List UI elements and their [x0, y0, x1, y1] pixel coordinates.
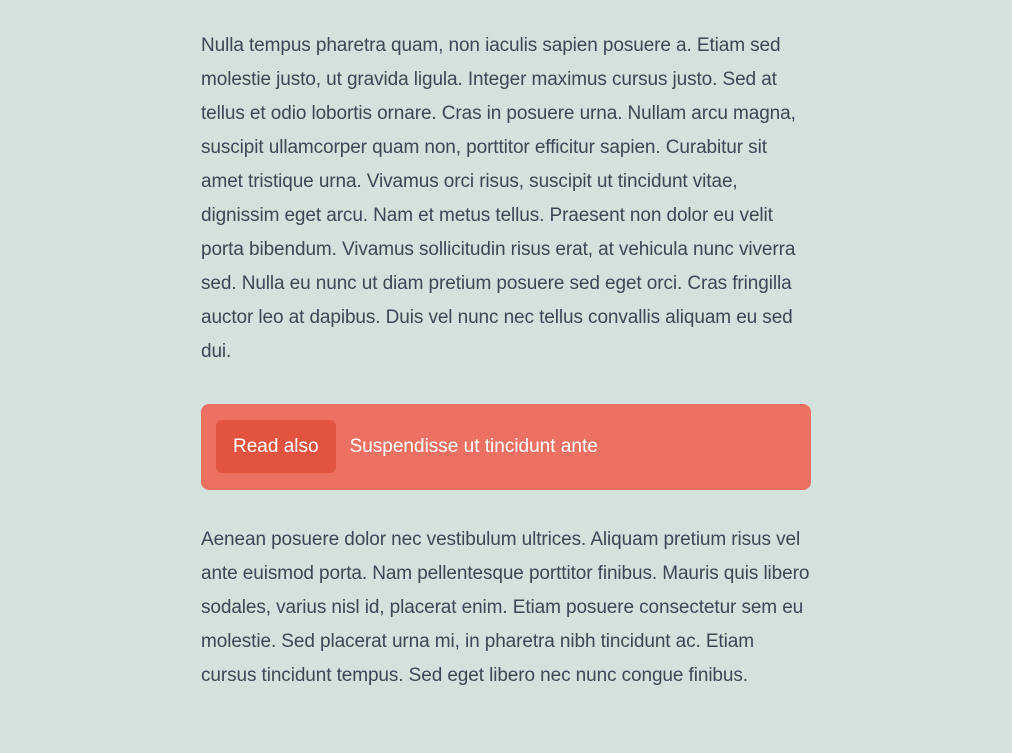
article-paragraph-1: Nulla tempus pharetra quam, non iaculis sapien posuere a. Etiam sed molestie justo, ut gravida ligula. Integer maximus cursus justo. Sed at tellus et odio lobortis ornare. Cras in posuere urna. Nullam arcu magna, suscipit ullamcorper quam non, porttitor efficitur sapien. Curabitur sit amet tristique urna. Vivamus orci risus, suscipit ut tincidunt vitae, dignissim eget arcu. Nam et metus tellus. Praesent non dolor eu velit porta bibendum. Vivamus sollicitudin risus erat, at vehicula nunc viverra sed. Nulla eu nunc ut diam pretium posuere sed eget orci. Cras fringilla auctor leo at dapibus. Duis vel nunc nec tellus convallis aliquam eu sed dui. — [201, 35, 796, 362]
read-also-badge: Read also — [216, 420, 336, 473]
read-also-link[interactable]: Suspendisse ut tincidunt ante — [349, 436, 598, 457]
article-content — [201, 0, 811, 693]
read-also-callout — [201, 404, 811, 490]
article-paragraph-2: Aenean posuere dolor nec vestibulum ultrices. Aliquam pretium risus vel ante euismod porta. Nam pellentesque porttitor finibus. Mauris quis libero sodales, varius nisl id, placerat enim. Etiam posuere consectetur sem eu molestie. Sed placerat urna mi, in pharetra nibh tincidunt ac. Etiam cursus tincidunt tempus. Sed eget libero nec nunc congue finibus. — [201, 529, 810, 686]
